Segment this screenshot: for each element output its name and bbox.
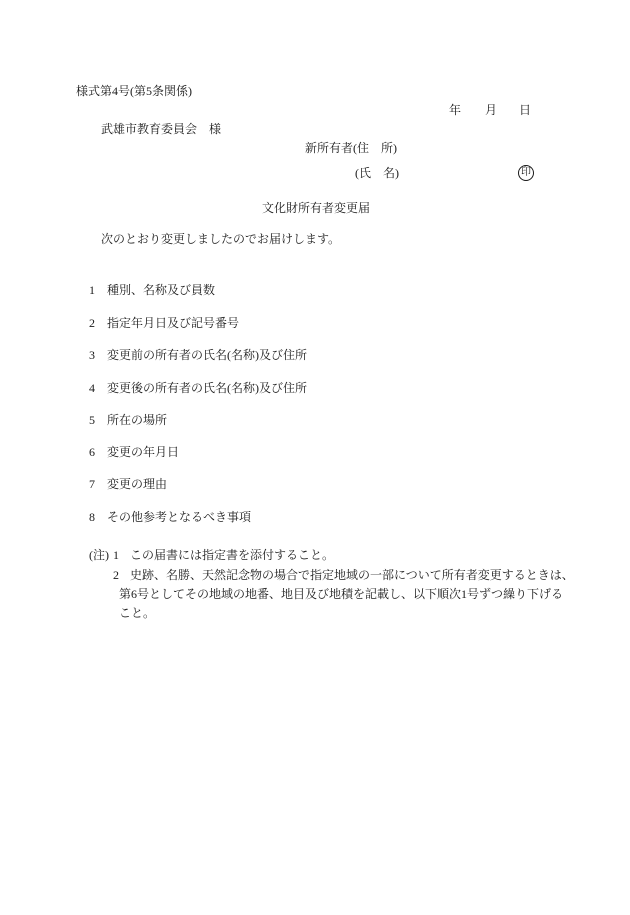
note-text-continued: 第6号としてその地域の地番、地目及び地積を記載し、以下順次1号ずつ繰り下げる (119, 587, 564, 601)
note-text-continued: こと。 (119, 606, 156, 620)
note-text: この届書には指定書を添付すること。 (130, 548, 335, 562)
seal-mark: 印 (518, 165, 534, 181)
list-item (0, 509, 600, 525)
date-day-label: 日 (519, 103, 532, 117)
form-number: 様式第4号(第5条関係) (76, 84, 192, 98)
list-item (0, 347, 600, 363)
list-item-number: 6 (89, 445, 95, 459)
list-item-number: 4 (89, 381, 95, 395)
list-item (0, 476, 600, 492)
note-number: 1 (113, 548, 119, 562)
list-item-text: 変更の年月日 (107, 445, 180, 459)
list-item (0, 444, 600, 460)
date-month-label: 月 (485, 103, 498, 117)
intro-text: 次のとおり変更しましたのでお届けします。 (101, 232, 341, 246)
list-item-text: 変更後の所有者の氏名(名称)及び住所 (107, 381, 307, 395)
list-item-number: 2 (89, 316, 95, 330)
list-item (0, 412, 600, 428)
list-item-text: 所在の場所 (107, 413, 168, 427)
list-item-number: 3 (89, 348, 95, 362)
new-owner-address-label: 新所有者(住 所) (305, 141, 397, 155)
addressee: 武雄市教育委員会 様 (101, 122, 222, 136)
list-item-number: 5 (89, 413, 95, 427)
list-item-text: 種別、名称及び員数 (107, 283, 216, 297)
note-number: 2 (113, 568, 119, 582)
document-title: 文化財所有者変更届 (262, 201, 371, 215)
list-item-text: 変更前の所有者の氏名(名称)及び住所 (107, 348, 307, 362)
list-item (0, 282, 600, 298)
list-item-text: 変更の理由 (107, 477, 168, 491)
notes-label: (注) (89, 548, 109, 562)
list-item (0, 315, 600, 331)
new-owner-name-label: (氏 名) (355, 166, 399, 180)
list-item-text: 指定年月日及び記号番号 (107, 316, 240, 330)
list-item (0, 380, 600, 396)
note-text: 史跡、名勝、天然記念物の場合で指定地域の一部について所有者変更するときは、 (130, 568, 574, 582)
list-item-text: その他参考となるべき事項 (107, 510, 252, 524)
list-item-number: 8 (89, 510, 95, 524)
date-year-label: 年 (449, 103, 462, 117)
list-item-number: 7 (89, 477, 95, 491)
list-item-number: 1 (89, 283, 95, 297)
